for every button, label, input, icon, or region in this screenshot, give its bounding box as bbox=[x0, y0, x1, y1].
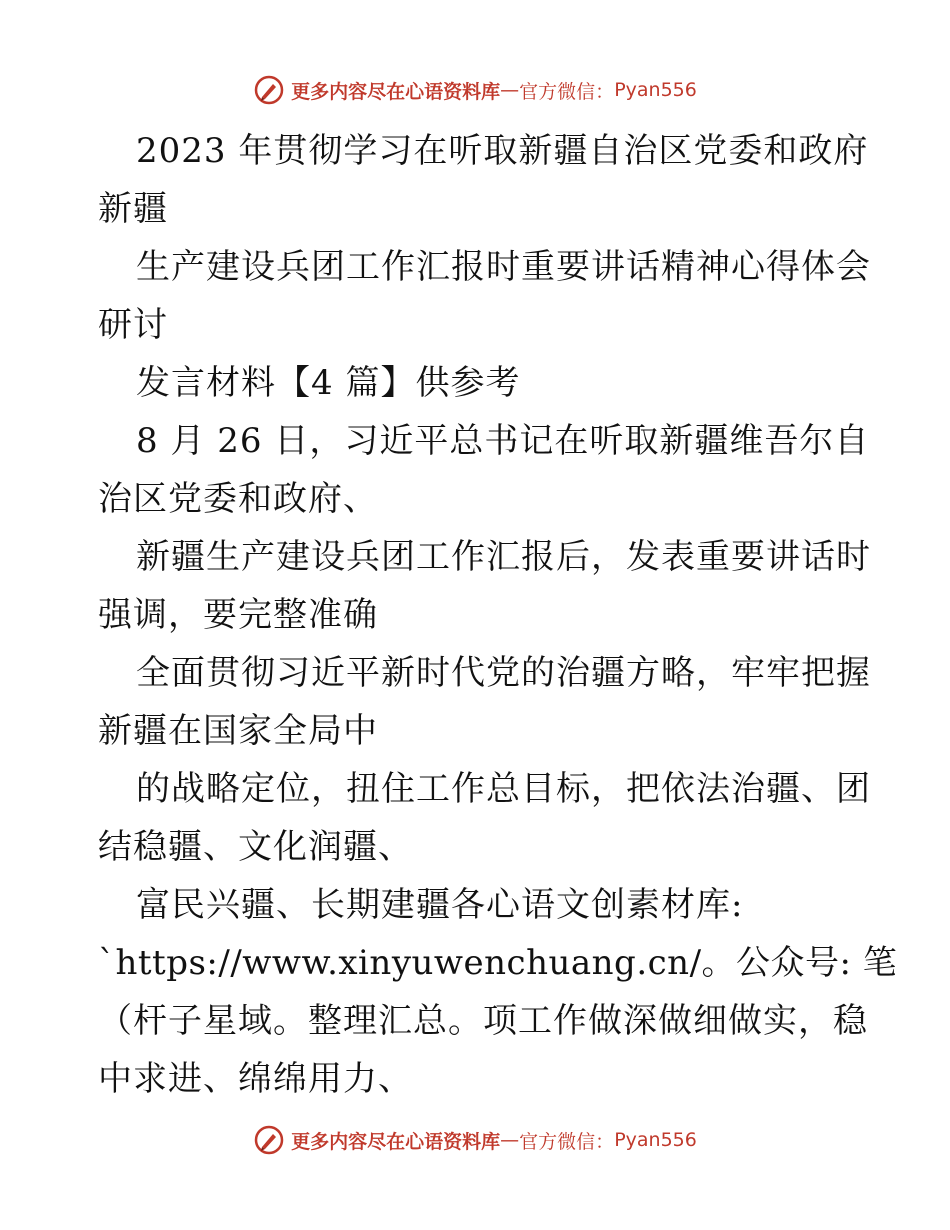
footer-separator: — bbox=[500, 1129, 520, 1151]
title-line-2: 新疆 bbox=[98, 189, 168, 229]
body-line-10: （杆子星域。整理汇总。项工作做深做细做实，稳 bbox=[98, 1001, 868, 1041]
body-line-2: 治区党委和政府、 bbox=[98, 479, 378, 519]
banner-separator: — bbox=[500, 79, 520, 101]
body-line-8: 结稳疆、文化润疆、 bbox=[98, 827, 413, 867]
banner-main-text: 更多内容尽在心语资料库 bbox=[291, 80, 501, 103]
title-line-5: 发言材料【4 篇】供参考 bbox=[136, 363, 521, 403]
document-body bbox=[98, 122, 898, 1108]
title-line-3: 生产建设兵团工作汇报时重要讲话精神心得体会 bbox=[136, 247, 871, 287]
body-line-7: 的战略定位，扭住工作总目标，把依法治疆、团 bbox=[136, 769, 871, 809]
footer-wechat-id: Pyan556 bbox=[614, 1129, 697, 1151]
banner-wechat-label: 官方微信： bbox=[519, 80, 615, 103]
pen-logo-icon bbox=[253, 1124, 285, 1156]
body-line-3: 新疆生产建设兵团工作汇报后，发表重要讲话时 bbox=[136, 537, 871, 577]
body-line-5: 全面贯彻习近平新时代党的治疆方略，牢牢把握 bbox=[136, 653, 871, 693]
footer-wechat-label: 官方微信： bbox=[519, 1130, 615, 1153]
footer-banner bbox=[0, 1122, 950, 1158]
body-line-4: 强调，要完整准确 bbox=[98, 595, 378, 635]
title-line-1: 2023 年贯彻学习在听取新疆自治区党委和政府 bbox=[136, 131, 869, 171]
banner-wechat-id: Pyan556 bbox=[614, 79, 697, 101]
body-line-1: 8 月 26 日，习近平总书记在听取新疆维吾尔自 bbox=[136, 421, 870, 461]
body-line-11: 中求进、绵绵用力、 bbox=[98, 1059, 413, 1099]
footer-main-text: 更多内容尽在心语资料库 bbox=[291, 1130, 501, 1153]
header-banner bbox=[0, 72, 950, 108]
body-line-url: `https://www.xinyuwenchuang.cn/。公众号: 笔 bbox=[98, 943, 898, 983]
body-line-9: 富民兴疆、长期建疆各心语文创素材库: bbox=[136, 885, 744, 925]
title-line-4: 研讨 bbox=[98, 305, 168, 345]
pen-logo-icon bbox=[253, 74, 285, 106]
body-line-6: 新疆在国家全局中 bbox=[98, 711, 378, 751]
